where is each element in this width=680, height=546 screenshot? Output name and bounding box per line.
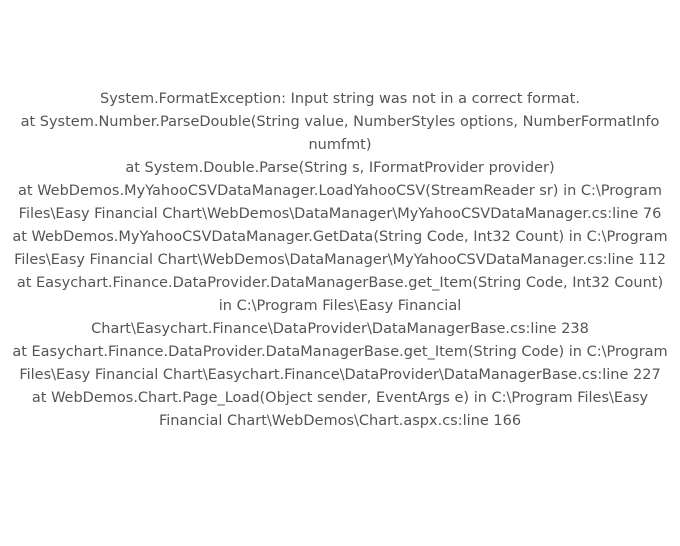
stack-frame: at System.Number.ParseDouble(String value, NumberStyles options, NumberFormatInfo numfmt) — [20, 114, 660, 153]
stack-frame: at WebDemos.MyYahooCSVDataManager.LoadYahooCSV(StreamReader sr) in C:\Program Files\Easy Financial Chart\WebDemos\DataManager\MyYahooCSVDataManager.cs:line 76 — [18, 183, 662, 222]
stack-frame: at WebDemos.Chart.Page_Load(Object sender, EventArgs e) in C:\Program Files\Easy Financial Chart\WebDemos\Chart.aspx.cs:line 166 — [31, 390, 649, 429]
exception-stack-trace — [0, 88, 680, 433]
exception-message: System.FormatException: Input string was not in a correct format. — [100, 91, 580, 107]
stack-frame: at Easychart.Finance.DataProvider.DataManagerBase.get_Item(String Code, Int32 Count) in C:\Program Files\Easy Financial Chart\Easychart.Finance\DataProvider\DataManagerBase.cs:line 238 — [16, 275, 664, 337]
stack-frame: at WebDemos.MyYahooCSVDataManager.GetData(String Code, Int32 Count) in C:\Program Files\Easy Financial Chart\WebDemos\DataManager\MyYahooCSVDataManager.cs:line 112 — [12, 229, 668, 268]
stack-frame: at Easychart.Finance.DataProvider.DataManagerBase.get_Item(String Code) in C:\Program Files\Easy Financial Chart\Easychart.Finance\DataProvider\DataManagerBase.cs:line 227 — [12, 344, 668, 383]
stack-frame: at System.Double.Parse(String s, IFormatProvider provider) — [125, 160, 555, 176]
